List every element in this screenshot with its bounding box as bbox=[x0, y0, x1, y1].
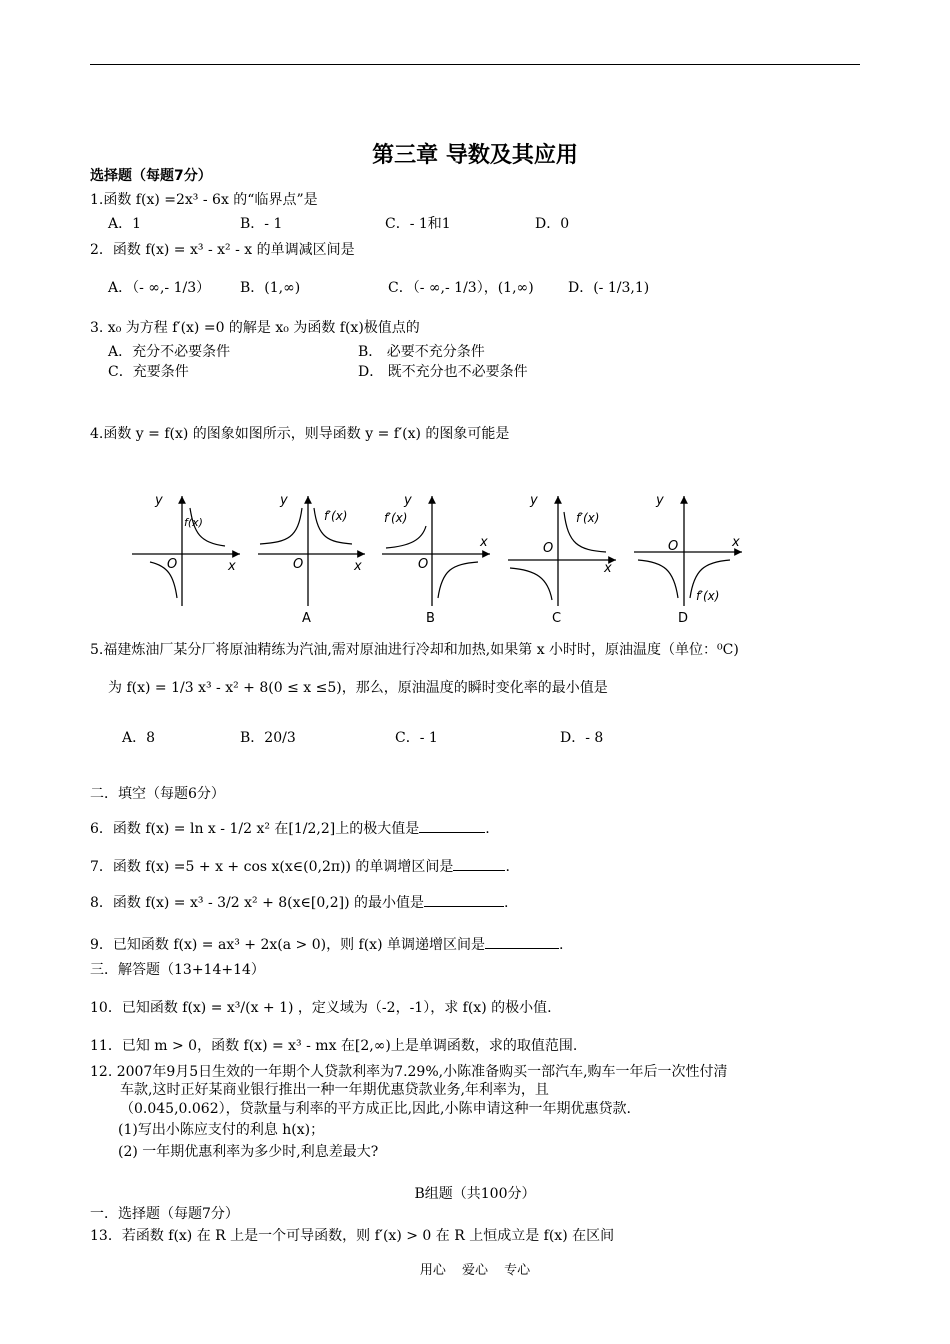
graph-original-y-label: y bbox=[155, 493, 163, 508]
graph-original bbox=[132, 493, 240, 606]
q1-text: 1.函数 f(x) =2x³ - 6x 的“临界点”是 bbox=[90, 192, 318, 208]
section-fill-heading: 二．填空（每题6分） bbox=[90, 786, 225, 802]
q3-text: 3. x₀ 为方程 f′(x) =0 的解是 x₀ 为函数 f(x)极值点的 bbox=[90, 320, 420, 336]
q6-answer-blank[interactable] bbox=[419, 818, 485, 833]
page-footer: 用心 爱心 专心 bbox=[419, 1263, 531, 1278]
q2-option-b: B．(1,∞) bbox=[240, 280, 301, 296]
q5-option-a: A．8 bbox=[122, 730, 156, 746]
q5-text-2: 为 f(x) = 1/3 x³ - x² + 8(0 ≤ x ≤5)，那么，原油温度的瞬时变化率的最小值是 bbox=[108, 680, 608, 696]
q12-line-5: (2) 一年期优惠利率为多少时,利息差最大? bbox=[118, 1144, 379, 1160]
q2-option-a: A．（- ∞,- 1/3） bbox=[108, 280, 211, 296]
q1-option-d: D．0 bbox=[535, 216, 570, 232]
q2-option-c: C．（- ∞,- 1/3），(1,∞) bbox=[388, 280, 534, 296]
q3-option-b: B． 必要不充分条件 bbox=[358, 344, 485, 360]
graph-d-x-label: x bbox=[732, 535, 740, 550]
q12-line-3: （0.045,0.062），贷款量与利率的平方成正比,因此,小陈申请这种一年期优惠贷款. bbox=[120, 1101, 631, 1117]
q1-option-c: C．- 1和1 bbox=[385, 216, 451, 232]
section-solve-heading: 三．解答题（13+14+14） bbox=[90, 962, 265, 978]
q6-question: 6．函数 f(x) = ln x - 1/2 x² 在[1/2,2]上的极大值是 bbox=[90, 821, 420, 837]
q9-answer-blank[interactable] bbox=[485, 934, 559, 949]
graph-a-y-label: y bbox=[280, 493, 288, 508]
q7-question: 7．函数 f(x) =5 + x + cos x(x∈(0,2π)) 的单调增区间是 bbox=[90, 859, 454, 875]
graph-d-origin-label: O bbox=[668, 539, 679, 554]
graph-b-y-label: y bbox=[404, 493, 412, 508]
q11-text: 11．已知 m > 0，函数 f(x) = x³ - mx 在[2,∞)上是单调函数，求的取值范围. bbox=[90, 1038, 578, 1054]
graph-c-y-label: y bbox=[530, 493, 538, 508]
chapter-title: 第三章 导数及其应用 bbox=[372, 143, 578, 168]
graph-b-fpx-label: f′(x) bbox=[384, 511, 408, 525]
graph-b bbox=[382, 493, 490, 626]
q1-option-a: A．1 bbox=[108, 216, 142, 232]
graph-c-caption: C bbox=[552, 611, 562, 626]
q12-line-4: (1)写出小陈应支付的利息 h(x)； bbox=[118, 1122, 325, 1138]
graph-c bbox=[508, 493, 616, 626]
graph-c-origin-label: O bbox=[543, 541, 554, 556]
q10-text: 10．已知函数 f(x) = x³/(x + 1) ，定义域为（-2，-1），求 f(x) 的极小值. bbox=[90, 1000, 552, 1016]
q4-text: 4.函数 y = f(x) 的图象如图所示，则导函数 y = f′(x) 的图象可能是 bbox=[90, 426, 510, 442]
graph-d-caption: D bbox=[678, 611, 689, 626]
section-choice-heading: 选择题（每题7分） bbox=[90, 168, 212, 184]
q9-question: 9．已知函数 f(x) = ax³ + 2x(a > 0)，则 f(x) 单调递增区间是 bbox=[90, 937, 485, 953]
section-b-heading: B组题（共100分） bbox=[414, 1186, 536, 1202]
graph-c-fpx-label: f′(x) bbox=[576, 511, 600, 525]
graph-d-y-label: y bbox=[656, 493, 664, 508]
graph-a-x-label: x bbox=[354, 559, 362, 574]
graph-c-x-label: x bbox=[604, 561, 612, 576]
q12-line-2: 车款,这时正好某商业银行推出一种一年期优惠贷款业务,年利率为，且 bbox=[120, 1082, 549, 1098]
q3-option-d: D． 既不充分也不必要条件 bbox=[358, 364, 528, 380]
graph-b-origin-label: O bbox=[418, 557, 429, 572]
q4-graphs bbox=[120, 488, 760, 628]
q12-line-1: 12. 2007年9月5日生效的一年期个人贷款利率为7.29%,小陈准备购买一部汽车,购车一年后一次性付清 bbox=[90, 1064, 728, 1080]
section-b-choice-heading: 一．选择题（每题7分） bbox=[90, 1206, 239, 1222]
q2-option-d: D．(- 1/3,1) bbox=[568, 280, 650, 296]
q1-option-b: B．- 1 bbox=[240, 216, 283, 232]
q9-text: 9．已知函数 f(x) = ax³ + 2x(a > 0)，则 f(x) 单调递增区间是 . bbox=[90, 934, 563, 955]
graph-a-origin-label: O bbox=[293, 557, 304, 572]
graph-original-fx-label: f(x) bbox=[184, 516, 203, 529]
q3-option-a: A．充分不必要条件 bbox=[108, 344, 231, 360]
graph-b-x-label: x bbox=[480, 535, 488, 550]
graph-a bbox=[258, 493, 365, 626]
q8-answer-blank[interactable] bbox=[424, 892, 504, 907]
q7-text: 7．函数 f(x) =5 + x + cos x(x∈(0,2π)) 的单调增区间是 . bbox=[90, 856, 510, 877]
graph-original-x-label: x bbox=[228, 559, 236, 574]
graph-d bbox=[634, 493, 742, 626]
q5-option-c: C．- 1 bbox=[395, 730, 438, 746]
q13-text: 13．若函数 f(x) 在 R 上是一个可导函数，则 f′(x) > 0 在 R 上恒成立是 f(x) 在区间 bbox=[90, 1228, 615, 1244]
graph-original-origin-label: O bbox=[167, 557, 178, 572]
q3-option-c: C．充要条件 bbox=[108, 364, 189, 380]
q6-text: 6．函数 f(x) = ln x - 1/2 x² 在[1/2,2]上的极大值是 . bbox=[90, 818, 490, 839]
q5-option-b: B．20/3 bbox=[240, 730, 296, 746]
q5-text: 5.福建炼油厂某分厂将原油精练为汽油,需对原油进行冷却和加热,如果第 x 小时时，原油温度（单位：⁰C) bbox=[90, 642, 739, 658]
graph-d-fpx-label: f′(x) bbox=[696, 589, 720, 603]
graph-a-caption: A bbox=[302, 611, 311, 626]
header-rule bbox=[90, 64, 860, 65]
q8-question: 8．函数 f(x) = x³ - 3/2 x² + 8(x∈[0,2]) 的最小值是 bbox=[90, 895, 424, 911]
q7-answer-blank[interactable] bbox=[453, 856, 505, 871]
q5-option-d: D．- 8 bbox=[560, 730, 604, 746]
graph-b-caption: B bbox=[426, 611, 435, 626]
graph-a-fpx-label: f′(x) bbox=[324, 509, 348, 523]
q8-text: 8．函数 f(x) = x³ - 3/2 x² + 8(x∈[0,2]) 的最小值是 . bbox=[90, 892, 508, 913]
q2-text: 2．函数 f(x) = x³ - x² - x 的单调减区间是 bbox=[90, 242, 355, 258]
